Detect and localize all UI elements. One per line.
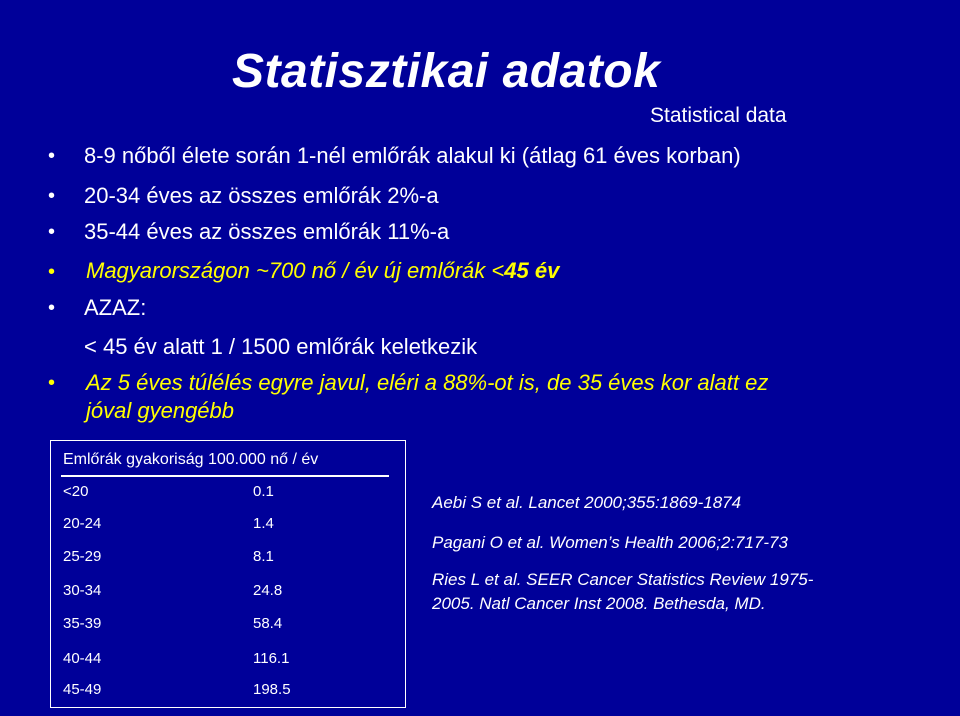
bullet-text: Magyarországon ~700 nő / év új emlőrák < [86,258,505,283]
table-cell-age: 45-49 [63,681,102,698]
table-row [63,650,363,670]
table-cell-value: 198.5 [253,681,291,698]
table-cell-age: 20-24 [63,515,102,532]
bullet-item: AZAZ: [84,295,147,320]
reference-item: 2005. Natl Cancer Inst 2008. Bethesda, MD. [432,594,766,613]
bullet-item-highlight: Az 5 éves túlélés egyre javul, eléri a 88%-ot is, de 35 éves kor alatt ez [86,370,769,395]
bullet-icon: • [48,145,56,167]
bullet-text-bold: 45 év [504,258,560,283]
table-row [63,483,363,503]
bullet-item: 35-44 éves az összes emlőrák 11%-a [84,219,450,244]
table-row [63,548,363,568]
table-divider [61,475,389,477]
table-cell-age: 35-39 [63,615,102,632]
table-row [63,615,363,635]
bullet-icon: • [48,221,56,243]
bullet-icon: • [48,185,56,207]
bullet-subitem: < 45 év alatt 1 / 1500 emlőrák keletkezik [84,334,478,359]
table-header: Emlőrák gyakoriság 100.000 nő / év [63,451,319,468]
slide-subtitle: Statistical data [650,104,787,127]
table-cell-value: 116.1 [253,650,290,667]
table-cell-value: 8.1 [253,548,274,565]
table-row [63,681,363,701]
reference-item: Aebi S et al. Lancet 2000;355:1869-1874 [432,493,742,512]
table-cell-age: 25-29 [63,548,102,565]
table-cell-age: <20 [63,483,89,500]
table-cell-age: 30-34 [63,582,102,599]
bullet-icon: • [48,297,56,319]
table-cell-age: 40-44 [63,650,102,667]
reference-item: Pagani O et al. Women’s Health 2006;2:717-73 [432,533,788,552]
table-row [63,582,363,602]
reference-item: Ries L et al. SEER Cancer Statistics Review 1975- [432,570,814,589]
bullet-item-highlight [86,258,559,284]
bullet-item: 8-9 nőből élete során 1-nél emlőrák alakul ki (átlag 61 éves korban) [84,143,741,168]
bullet-icon: • [48,372,56,394]
bullet-icon: • [48,261,56,283]
table-cell-value: 58.4 [253,615,283,632]
bullet-item-highlight-cont: jóval gyengébb [86,398,235,423]
table-cell-value: 0.1 [253,483,274,500]
table-row [63,515,363,535]
incidence-table [50,440,406,708]
slide-title: Statisztikai adatok [232,45,661,98]
table-cell-value: 1.4 [253,515,274,532]
table-cell-value: 24.8 [253,582,283,599]
bullet-item: 20-34 éves az összes emlőrák 2%-a [84,183,439,208]
